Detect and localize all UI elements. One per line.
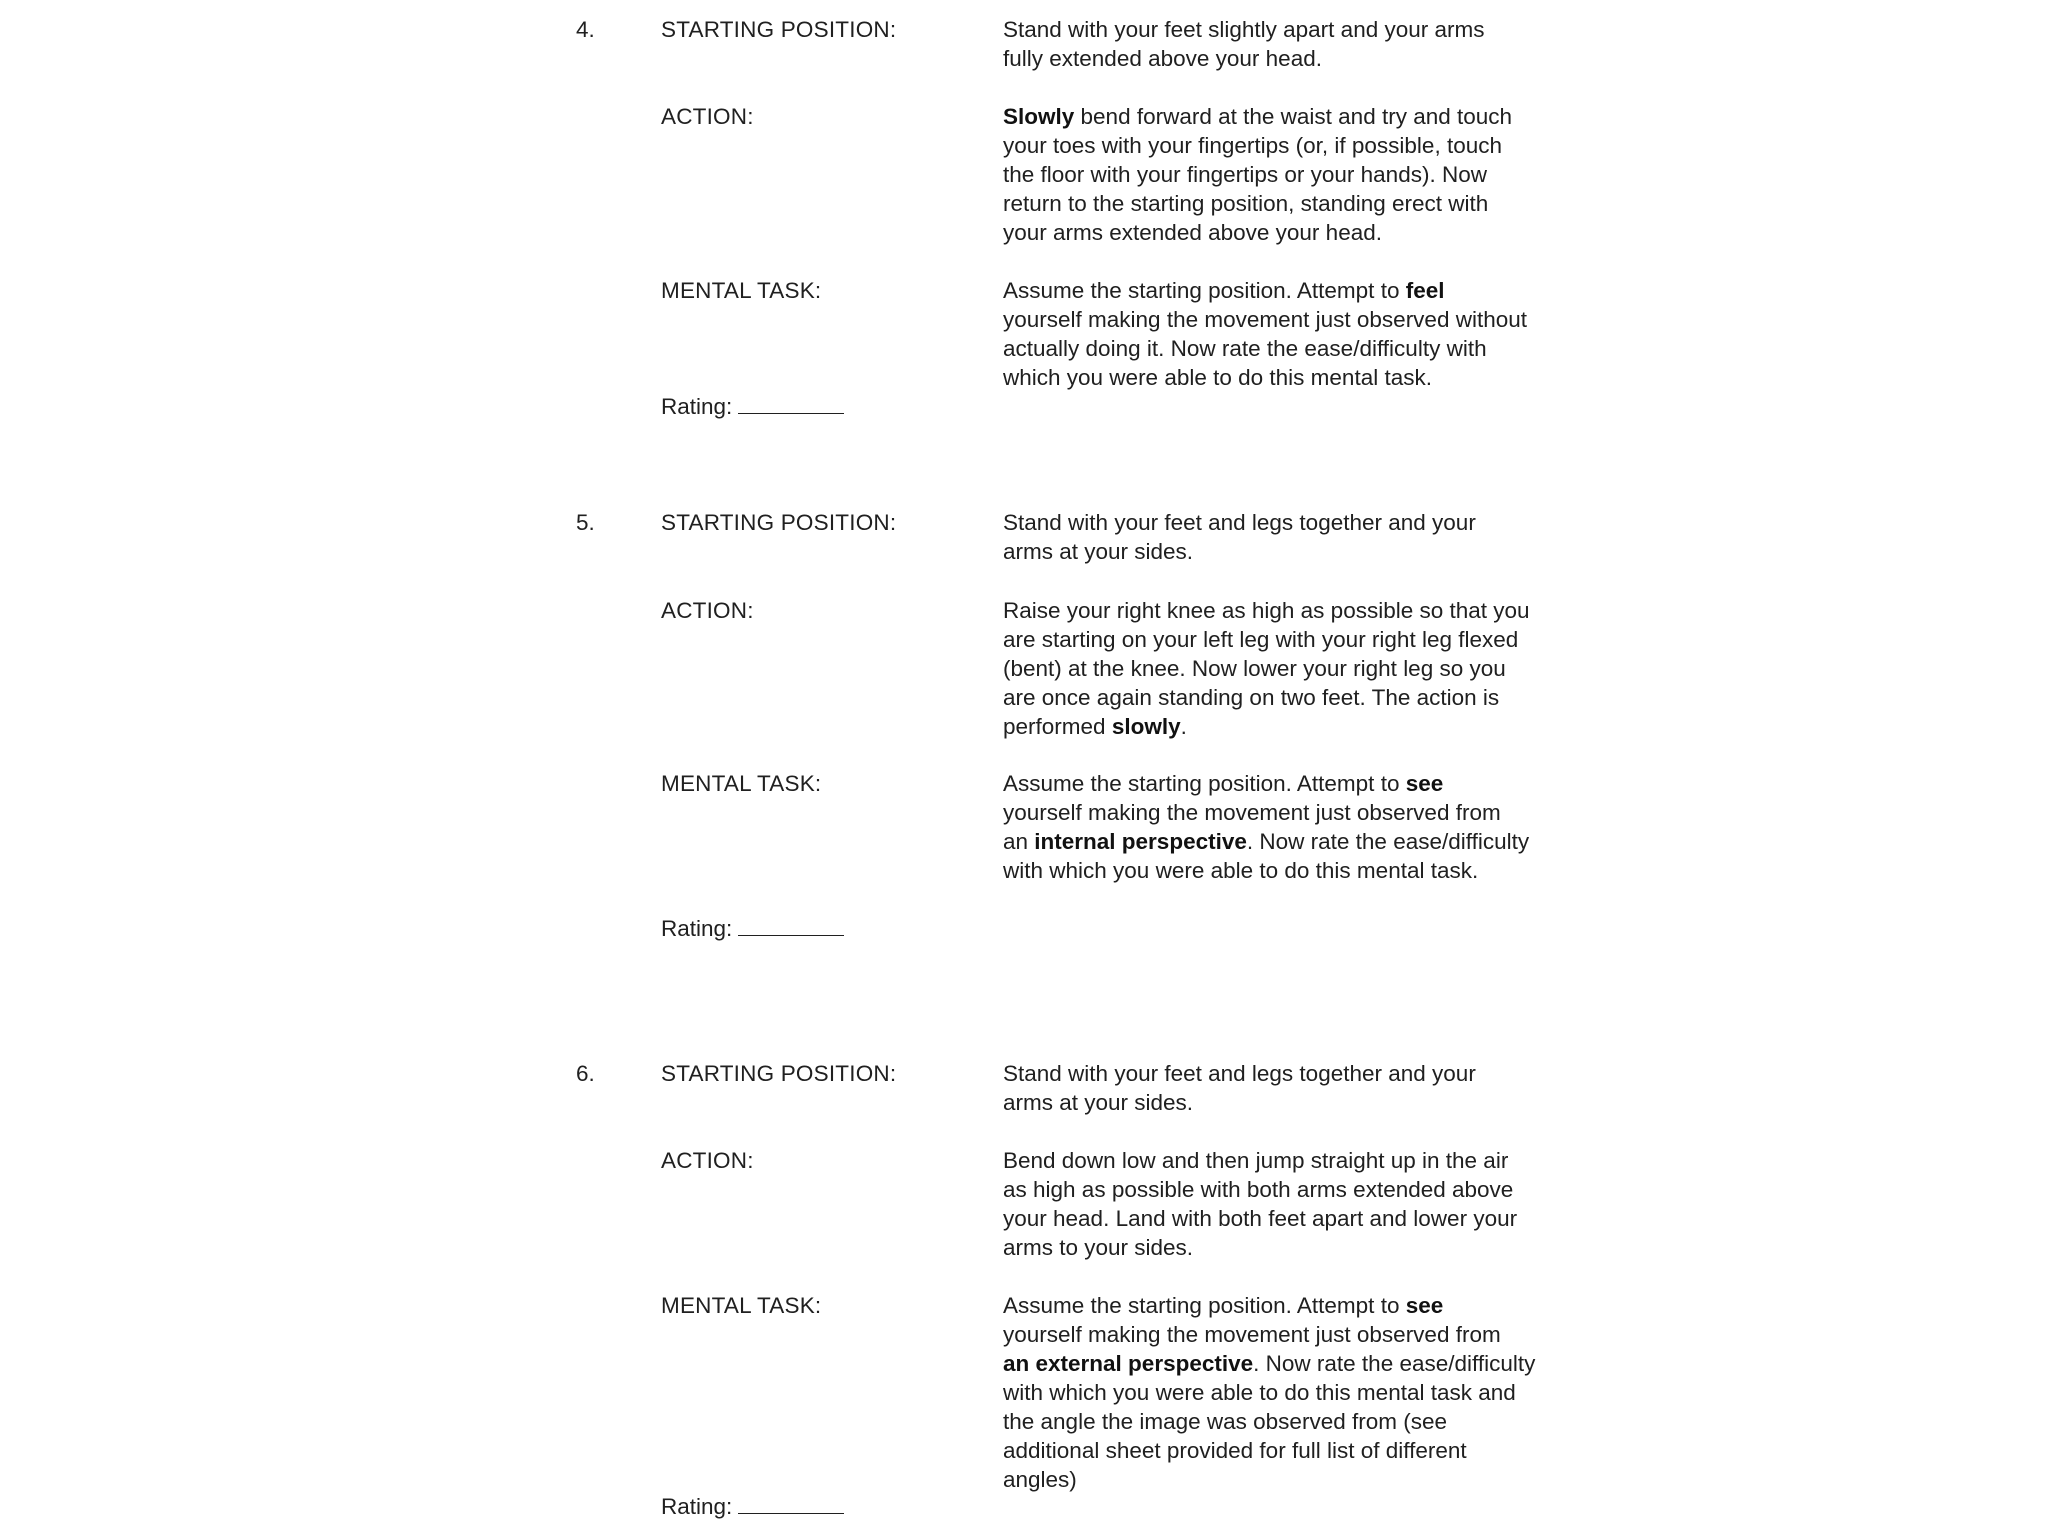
mental-task-text: Assume the starting position. Attempt to see yourself making the movement just observed from an external perspective. Now rate the ease/difficulty with which you were able to do this mental task and the angle the image was observed from (see additional sheet provided for full list of different angles) (1003, 1293, 1536, 1492)
mental-task-label: MENTAL TASK: (661, 1293, 822, 1318)
item-number: 6. (576, 1061, 595, 1086)
rating-label: Rating: (661, 1494, 733, 1519)
mental-task-label: MENTAL TASK: (661, 278, 822, 303)
rating-label: Rating: (661, 394, 733, 419)
action-label: ACTION: (661, 104, 754, 129)
starting-position-label: STARTING POSITION: (661, 1061, 897, 1086)
rating-field (661, 1492, 844, 1521)
mental-task-text: Assume the starting position. Attempt to feel yourself making the movement just observed without actually doing it. Now rate the ease/difficulty with which you were able to do this mental task. (1003, 278, 1528, 390)
starting-position-label: STARTING POSITION: (661, 17, 897, 42)
rating-field (661, 392, 844, 421)
starting-position-text: Stand with your feet and legs together and your arms at your sides. (1003, 1061, 1476, 1115)
rating-blank (738, 1493, 844, 1514)
rating-label: Rating: (661, 916, 733, 941)
mental-task-text: Assume the starting position. Attempt to see yourself making the movement just observed from an internal perspective. Now rate the ease/difficulty with which you were able to do this mental task. (1003, 771, 1530, 883)
action-text: Raise your right knee as high as possible so that you are starting on your left leg with your right leg flexed (bent) at the knee. Now lower your right leg so you are once again standing on two feet. The action is performed slowly. (1003, 598, 1530, 739)
item-number: 4. (576, 17, 595, 42)
action-text: Bend down low and then jump straight up in the air as high as possible with both arms extended above your head. Land with both feet apart and lower your arms to your sides. (1003, 1148, 1518, 1260)
rating-blank (738, 915, 844, 936)
action-text: Slowly bend forward at the waist and try and touch your toes with your fingertips (or, if possible, touch the floor with your fingertips or your hands). Now return to the starting position, standing erect with your arms extended above your head. (1003, 104, 1513, 245)
action-label: ACTION: (661, 1148, 754, 1173)
starting-position-text: Stand with your feet and legs together and your arms at your sides. (1003, 510, 1476, 564)
rating-field (661, 914, 844, 943)
starting-position-label: STARTING POSITION: (661, 510, 897, 535)
mental-task-label: MENTAL TASK: (661, 771, 822, 796)
action-label: ACTION: (661, 598, 754, 623)
starting-position-text: Stand with your feet slightly apart and your arms fully extended above your head. (1003, 17, 1485, 71)
item-number: 5. (576, 510, 595, 535)
rating-blank (738, 393, 844, 414)
